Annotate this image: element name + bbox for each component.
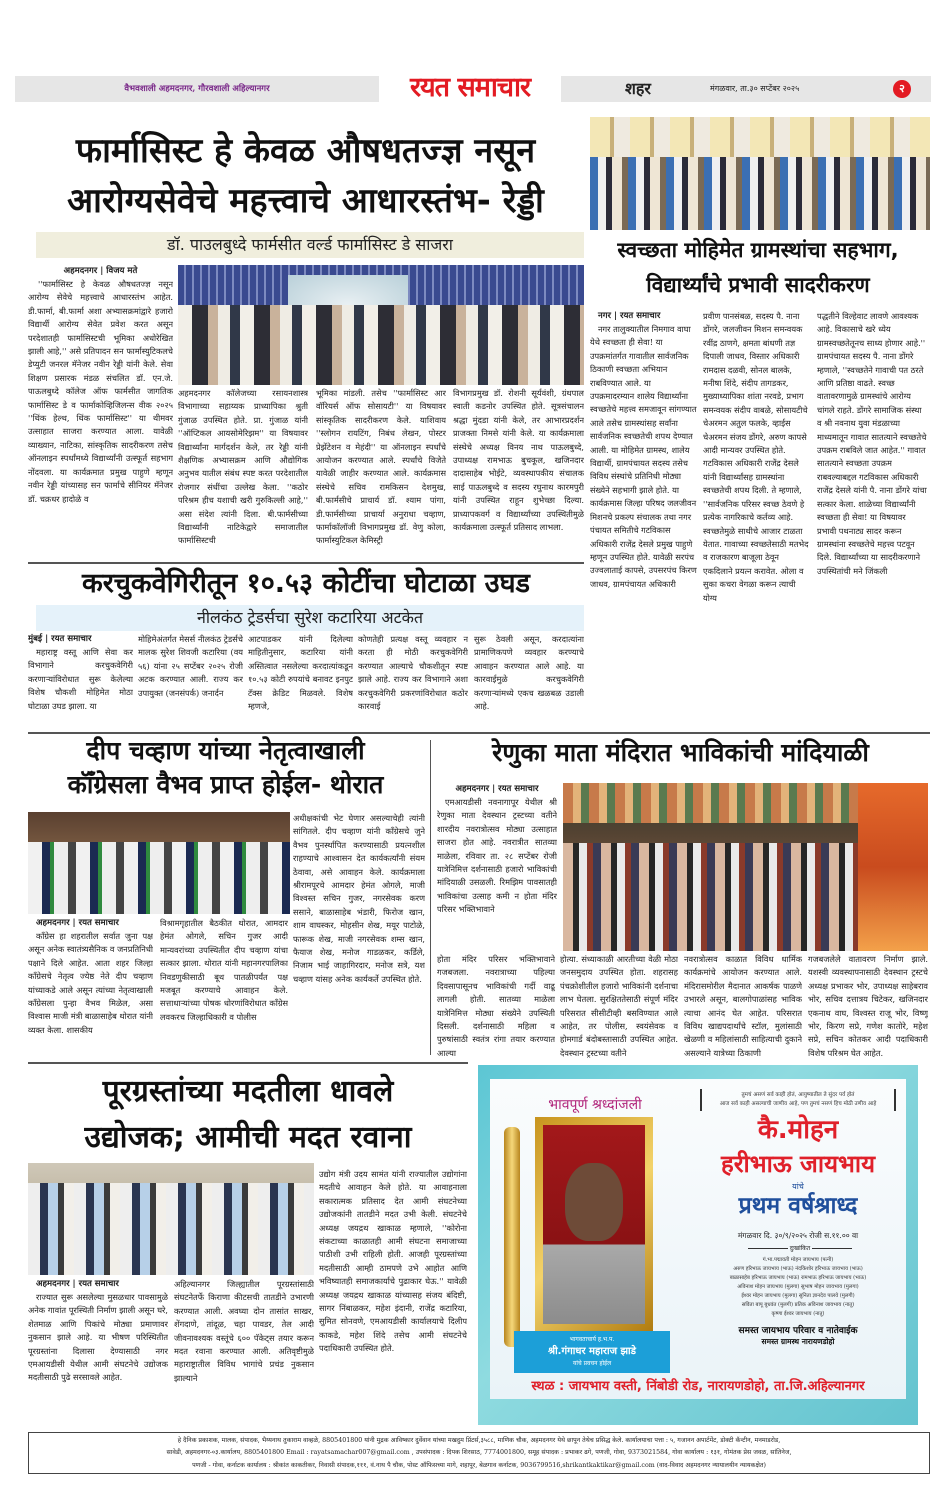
story2-col1: [590, 310, 697, 730]
mourner-entry: गं.भा.पद्मावती मोहन जायभाय (पत्नी): [762, 1257, 834, 1263]
imprint-footer: [28, 1432, 930, 1474]
story5-col-side: [437, 783, 557, 953]
story1-col1-text: ''फार्मासिस्ट हे केवळ औषधतज्ज्ञ नसून आरोग्य सेवेचे महत्त्वाचे आधारस्तंभ आहेत. डी.फार्मा, बी.फार्मा अशा अभ्यासक्रमांद्वारे हजारो विद्यार्थी आरोग्य सेवेत प्रवेश करत असून परदेशातही फार्मासिस्टची भूमिका अधोरेखित झाली आहे,'' असे प्रतिपादन सन फार्मास्युटिकलचे डेप्युटी जनरल मॅनेजर नवीन रेड्डी यांनी केले. सेवा शिक्षण प्रसारक मंडळ संचलित डॉ. एन.जे. पाऊलबुध्दे कॉलेज ऑफ फार्मसीत जागतिक फार्मासिस्ट डे व फार्माकोव्हिजिलन्स वीक २०२५ ''थिंक हेल्थ, थिंक फार्मासिस्ट'' या थीमवर उत्साहात साजरा करण्यात आला. यावेळी व्याख्यान, नाटिका, सांस्कृतिक सादरीकरण तसेच ऑनलाइन स्पर्धांमध्ये विद्यार्थ्यांनी उत्स्फूर्त सहभाग नोंदवला. या कार्यक्रमात प्रमुख पाहुणे म्हणून नवीन रेड्डी यांच्यासह सन फार्माचे सीनियर मॅनेजर डॉ. चक्रधर हादोळे व: [28, 279, 173, 504]
story5-col4: गजबजलेले वातावरण निर्माण झाले. यशस्वी व्यवस्थापनासाठी देवस्थान ट्रस्टचे अध्यक्ष प्रभाकर भोर, उपाध्यक्ष साहेबराव भोर, सचिव दत्तात्रय चिटेकर, खजिनदार एकनाथ वाघ, विश्वस्त राजू भोर, विष्णू भोर, किरण सप्रे, गणेश कातोरे, महेश सप्रे, सचिन कोतकर आदी पदाधिकारी विशेष परिश्रम घेत आहेत.: [808, 954, 928, 1058]
photo-crowd: [590, 157, 930, 230]
story2-headline-line1[interactable]: स्वच्छता मोहिमेत ग्रामस्थांचा सहभाग,: [617, 238, 899, 262]
story2-photo: [590, 117, 930, 230]
oil-lamp-icon: [504, 1127, 520, 1347]
story4-col2: विश्रामगृहातील बैठकीत थोरात, आमदार हेमंत ओगले, सचिन गुजर आदी मान्यवरांच्या उपस्थितीत दीप चव्हाण यांचा सत्कार झाला. थोरात यांनी महानगरपालिका निवडणुकीसाठी बूथ पातळीपर्यंत पक्ष मजबूत करण्याचे आवाहन केले. सत्ताधाऱ्यांच्या पोषक धोरणांविरोधात काँग्रेस लवकरच जिल्हाधिकारी व पोलीस: [160, 918, 288, 1022]
story6-headline-line1[interactable]: पूरग्रस्तांच्या मदतीला धावले: [102, 1074, 394, 1109]
tribute-quote: [700, 1089, 896, 1111]
story5-col1: होता मंदिर परिसर भक्तिभावाने गजबजला. नवरात्राच्या पहिल्या दिवसापासूनच भाविकांची गर्दी वाढू लागली होती. सातव्या माळेला यात्रेनिमित्त मोठ्या संख्येने उपस्थिती दिसली. दर्शनासाठी महिला व पुरुषांसाठी स्वतंत्र रांगा तयार करण्यात आल्या: [437, 954, 555, 1058]
story1-col4: विभागप्रमुख डॉ. रोशनी सूर्यवंशी, ग्रंथपाल स्वाती कडनोर उपस्थित होते. सूत्रसंचालन श्रद्धा मुंदडा यांनी केले, तर आभारप्रदर्शन प्राजक्ता निमसे यांनी केले. या कार्यक्रमाला संस्थेचे अध्यक्ष विनय नाथ पाऊलबुध्दे, उपाध्यक्ष रामभाऊ बुचकूल, खजिनदार दादासाहेब भोईटे, व्यवस्थापकीय संचालक साई पाऊलबुध्दे व सदस्य रघुनाथ कारमपुरी यांनी उपस्थित राहून शुभेच्छा दिल्या. प्राध्यापकवर्ग व विद्यार्थ्यांच्या उपस्थितीमुळे कार्यक्रमाला उत्स्फूर्त प्रतिसाद लाभला.: [453, 388, 584, 533]
story6-col-top: उद्योग मंत्री उदय सामंत यांनी राज्यातील उद्योगांना मदतीचे आवाहन केले होते. या आवाहनाला सकारात्मक प्रतिसाद देत आमी संघटनेच्या उद्योजकांनी तातडीने मदत उभी केली. संघटनेचे अध्यक्ष जयद्रथ खाकाळ म्हणाले, ''कोरोना संकटाच्या काळातही आमी संघटना समाजाच्या पाठीशी उभी राहिली होती. आजही पूरग्रस्तांच्या मदतीसाठी आम्ही ठामपणे उभे आहोत आणि भविष्यातही समाजकार्याचे पुढाकार घेऊ.'' यावेळी अध्यक्ष जयद्रथ खाकाळ यांच्यासह संजय बंदिष्टी, सागर निंबाळकर, महेश इंदानी, राजेंद्र कटारिया, सुमित सोनवणे, एमआयडीसी कार्यालयाचे दिलीप काकडे, महेश शिंदे तसेच आमी संघटनेचे पदाधिकारी उपस्थित होते.: [319, 1169, 467, 1354]
story6-dateline: अहमदनगर | रयत समाचार: [36, 1279, 119, 1289]
mourner-entry: अविनाश मोहन जायभाय (मुलगा) सुभाष मोहन जायभाय (मुलगा): [737, 1284, 859, 1290]
story6-col2: अहिल्यानगर जिल्ह्यातील पूरग्रस्तांसाठी संघटनेतर्फे किराणा कीटसची तातडीने उभारणी करण्यात आली. अवघ्या दोन तासांत साखर, शेंगदाणे, तांदूळ, चहा पावडर, तेल आदी जीवनावश्यक वस्तूंचे ६०० पॅकेट्स तयार करून मदत रवाना करण्यात आली. अतिवृष्टीमुळे महाराष्ट्रातील विविध भागांचे प्रचंड नुकसान झाल्याने: [174, 1279, 314, 1383]
rule-left: [748, 1248, 788, 1249]
story1-headline-line1[interactable]: फार्मासिस्ट हे केवळ औषधतज्ज्ञ नसून: [75, 131, 536, 171]
tribute-label: भावपूर्ण श्रध्दांजली: [548, 1097, 642, 1113]
divider: [28, 1062, 468, 1064]
story1-subhead: डॉ. पाउलबुध्दे फार्मसीत वर्ल्ड फार्मासिस्ट डे साजरा: [36, 232, 584, 258]
story1-col2: अहमदनगर कॉलेजच्या रसायनशास्त्र विभागाच्या सहाय्यक प्राध्यापिका श्रुती गुंजाळ उपस्थित होते. प्रा. गुंजाळ यांनी ''ऑप्टिकल आयसोमेरिझम'' या विषयावर विद्यार्थ्यांना मार्गदर्शन केले, तर रेड्डी यांनी शैक्षणिक अभ्यासक्रम आणि औद्योगिक अनुभव यातील संबंध स्पष्ट करत परदेशातील रोजगार संधींचा उल्लेख केला. ''कठोर परिश्रम हीच यशाची खरी गुरुकिल्ली आहे,'' असा संदेश त्यांनी दिला. बी.फार्मसीच्या विद्यार्थ्यांनी नाटिकेद्वारे समाजातील फार्मासिस्टची: [178, 388, 308, 546]
story3-col1: [28, 633, 133, 728]
quote-line1: तुमचं असणं सर्व काही होतं, आयुष्यातील ते सुंदर पर्व होतं: [741, 1092, 855, 1098]
mourner-entry: कृष्णा ईश्वर जायभाय (नातू): [771, 1311, 825, 1317]
story2-headline-line2[interactable]: विद्यार्थ्यांचे प्रभावी सादरीकरण: [646, 273, 870, 297]
story4-photo: [28, 812, 290, 914]
story3-col3: आटपाडकर यांनी दिलेल्या माहितीनुसार, कटारिया यांनी अस्तित्वात नसलेल्या करदात्यांकडून १०.५३ कोटी रुपयांचे बनावट इनपुट टॅक्स क्रेडिट मिळवले. विशेष म्हणजे,: [248, 634, 353, 712]
story3-col2: मोहिमेअंतर्गत मेसर्स नीलकंठ ट्रेडर्सचे मालक सुरेश शिवजी कटारिया (वय ५६) यांना २५ सप्टेंबर २०२५ रोजी अटक करण्यात आली. राज्य कर उपायुक्त (जनसंपर्क) जनार्दन: [138, 634, 243, 698]
story3-col5: सुरू ठेवली असून, करदात्यांना प्रामाणिकपणे व्यवहार करण्याचे आवाहन करण्यात आले आहे. या कारवाईमुळे करचुकवेगिरी करणाऱ्यांमध्ये एकच खळबळ उडाली आहे.: [474, 634, 584, 712]
ceremony-title: प्रथम वर्षश्राध्द: [738, 1193, 858, 1219]
story6-headline-line2[interactable]: उद्योजक; आमीची मदत रवाना: [84, 1120, 412, 1155]
photo-group: [28, 1183, 314, 1275]
story1-headline-line2[interactable]: आरोग्यसेवेचे महत्त्वाचे आधारस्तंभ- रेड्डी: [67, 181, 544, 221]
masthead-section: शहर: [625, 79, 651, 98]
mourners-label: [715, 1244, 885, 1252]
rule-right: [812, 1248, 852, 1249]
photo-group: [28, 842, 290, 914]
masthead-date: मंगळवार, ता.३० सप्टेंबर २०२५: [710, 84, 800, 93]
advert-inner: [490, 1079, 906, 1399]
pravachan-title: भागवताचार्य ह.भ.प.: [569, 1336, 615, 1343]
mourner-entry: सविता बापू बुधवंत (मुलगी) प्रतिक अविनाश जायभाय (नातू): [741, 1302, 855, 1308]
story4-col1: [28, 917, 153, 1057]
imprint-line2: सावेडी, अहमदनगर-०३.कार्यालय, 8805401800 Email : rayatsamachar007@gmail.com , उपसंपादक : दिपक शिरसाठ, 7774001800, समूह संपादक : प्रभाकर ढगे, पणजी, गोवा, 9373021584, गोवा कार्यालय : १३१, गोमंतक प्रेस जवळ, सांतिनेज,: [166, 1449, 792, 1457]
quote-line2: आज सर्व काही असल्याची जाणीव आहे, पण तुमचं नसणं हिच मोठी उणीव आहे: [719, 1101, 877, 1107]
story5-dateline: अहमदनगर | रयत समाचार: [455, 784, 539, 794]
page-number-badge: [893, 80, 911, 98]
mourner-entry: ईश्वर मोहन जायभाय (मुलगा) सुनिता ज्ञानदेव पालवे (मुलगी): [741, 1293, 855, 1299]
yanche-label: यांचे: [792, 1182, 804, 1191]
story5-col2: होत्या. संध्याकाळी आरतीच्या वेळी मोठा जनसमुदाय उपस्थित होता. शहरासह पंचक्रोशीतील हजारो भाविकांनी दर्शनाचा लाभ घेतला. सुरक्षिततेसाठी संपूर्ण मंदिर परिसरात सीसीटीव्ही बसविण्यात आले आहेत, तर पोलीस, स्वयंसेवक व होमगार्ड बंदोबस्तासाठी उपस्थित आहेत. देवस्थान ट्रस्टच्या वतीने: [560, 954, 678, 1058]
story2-dateline: नगर | रयत समाचार: [598, 311, 661, 321]
mourner-entry: बाळासाहेब हरिभाऊ जायभाय (भाऊ) रामभाऊ हरिभाऊ जायभाय (भाऊ): [729, 1275, 867, 1281]
story6-photo: [28, 1163, 314, 1275]
story2-col2: प्रवीण पानसंबळ, सदस्य पै. नाना डोंगरे, जलजीवन मिशन समन्वयक रवींद्र ठाणगे, क्षमता बांधणी तज्ञ दिपाली जाधव, विस्तार अधिकारी रामदास दळवी, सोनल बालके, मनीषा शिंदे, संदीप तागडकर, मुख्याध्यापिका शांता नरवडे, प्रभाग समन्वयक संदीप वाबळे, सोसायटीचे चेअरमन अतुल फलके, व्हाईस चेअरमन संजय डोंगरे, अरुण कापसे आदी मान्यवर उपस्थित होते. गटविकास अधिकारी राजेंद्र देसले यांनी विद्यार्थ्यांसह ग्रामस्थांना स्वच्छतेची शपथ दिली. ते म्हणाले, ''सार्वजनिक परिसर स्वच्छ ठेवणे हे प्रत्येक नागरिकाचे कर्तव्य आहे. स्वच्छतेमुळे साथीचे आजार टाळता येतात. गावाच्या स्वच्छतेसाठी मतभेद व राजकारण बाजूला ठेवून एकदिलाने प्रयत्न करावेत. ओला व सुका कचरा वेगळा करून त्याची योग्य: [703, 311, 809, 603]
story5-col3: नवरात्रोत्सव काळात विविध धार्मिक कार्यक्रमांचे आयोजन करण्यात आले. मंदिरासमोरील मैदानात आकर्षक पाळणे उभारले असून, बालगोपाळांसह भाविक त्याचा आनंद घेत आहेत. परिसरात विविध खाद्यपदार्थांचे स्टॉल, मुलांसाठी खेळणी व महिलांसाठी साहित्याची दुकाने असल्याने यात्रेच्या ठिकाणी: [684, 954, 802, 1058]
divider: [28, 562, 584, 564]
ceremony-datetime: मंगळवार दि. ३०/९/२०२५ रोजी स.११.०० वा: [737, 1231, 859, 1240]
story3-headline[interactable]: करचुकवेगिरीतून १०.५३ कोटींचा घोटाळा उघड: [81, 568, 531, 599]
story6-col1: [28, 1278, 168, 1430]
story4-col1-text: काँग्रेस हा शहरातील सर्वात जुना पक्ष असून अनेक स्वातंत्र्यसैनिक व जनप्रतिनिधी पक्षाने दिले आहेत. आता शहर जिल्हा काँग्रेसचे नेतृत्व ज्येष्ठ नेते दीप चव्हाण यांच्याकडे आले असून त्यांच्या नेतृत्वाखाली काँग्रेसला पुन्हा वैभव मिळेल, असा विश्वास माजी मंत्री बाळासाहेब थोरात यांनी व्यक्त केला. शासकीय: [28, 931, 153, 1035]
portrait-photo: [543, 1125, 645, 1324]
column-divider: [430, 740, 431, 1055]
venue-line: स्थळ : जायभाय वस्ती, निंबोडी रोड, नारायणडोहो, ता.जि.अहिल्यानगर: [531, 1379, 865, 1394]
mourners-label-text: दुःखांकित: [789, 1245, 811, 1252]
story4-headline-line2[interactable]: कॉँग्रेसला वैभव प्राप्त होईल- थोरात: [67, 770, 384, 799]
masthead-tagline: वैभवशाली अहमदनगर, गौरवशाली अहिल्यानगर: [124, 84, 270, 94]
page-number: २: [899, 82, 905, 95]
story4-col-top: अधीक्षकांची भेट घेणार असल्याचेही त्यांनी सांगितले. दीप चव्हाण यांनी काँग्रेसचे जुने वैभव पुनर्स्थापित करण्यासाठी प्रयत्नशील राहण्याचे आश्वासन देत कार्यकर्त्यांनी संयम ठेवावा, असे आवाहन केले. कार्यक्रमाला श्रीरामपूरचे आमदार हेमंत ओगले, माजी विश्वस्त सचिन गुजर, नगरसेवक करण ससाने, बाळासाहेब भंडारी, फिरोज खान, शाम वाघस्कर, मोहसीन शेख, मयूर पाटोळे, फारूक शेख, माजी नगरसेवक शम्स खान, फैयाज शेख, मनोज गाडळकर, कर्डिले, निजाम भाई जाहागिरदार, मनोज सत्रे, यश चव्हाण यांसह अनेक कार्यकर्ते उपस्थित होते.: [293, 813, 425, 984]
village-line: समस्त ग्रामस्थ नारायणडोहो: [761, 1337, 835, 1346]
imprint-line1: हे दैनिक प्रकाशक, मालक, संपादक, भैय्यनाथ तुकाराम वाव्हळे, 8805401800 यांनी मुद्रक आविष्कार दुर्वेवान यांच्या मखदुम प्रिंटर्स,३५८८, माणिक चौक, अहमदनगर येथे छापून तेथेच प्रसिद्ध केले. कार्यालयाचा पत्ता : ५, गजानन अपार्टमेंट, डोक्टी कॅन्टीन, मनमाडरोड,: [177, 1437, 781, 1444]
story3-col4: कोणतेही प्रत्यक्ष वस्तू व्यवहार न करता ही मोठी करचुकवेगिरी करण्यात आल्याचे चौकशीतून स्पष्ट झाले आहे. राज्य कर विभागाने अशा करचुकवेगिरी प्रकरणांविरोधात कठोर कारवाई: [358, 634, 468, 712]
story1-col1: [28, 265, 173, 560]
pravachan-name: श्री.गंगाधर महाराज झाडे: [547, 1346, 636, 1357]
story5-col-side-text: एमआयडीसी नवनागापूर येथील श्री रेणुका माता देवस्थान ट्रस्टच्या वतीने शारदीय नवरात्रोत्सव मोठ्या उत्साहात साजरा होत आहे. नवरात्रीत सातव्या माळेला, रविवार ता. २८ सप्टेंबर रोजी यात्रेनिमित्त दर्शनासाठी हजारो भाविकांची मांदियाळी उसळली. रिमझिम पावसातही भाविकांचा उत्साह कमी न होता मंदिर परिसर भक्तिभावाने: [437, 797, 557, 915]
masthead-title[interactable]: रयत समाचार: [409, 72, 531, 103]
story3-dateline: मुंबई | रयत समाचार: [28, 634, 92, 644]
story2-col3: पद्धतीने विल्हेवाट लावणे आवश्यक आहे. विकासाचे खरे ध्येय ग्रामस्वच्छतेतूनच साध्य होणार आहे.'' ग्रामपंचायत सदस्य पै. नाना डोंगरे म्हणाले, ''स्वच्छतेने गावाची पत ठरते आणि प्रतिष्ठा वाढते. स्वच्छ वातावरणामुळे ग्रामस्थांचे आरोग्य चांगले राहते. डोंगरे सामाजिक संस्था व श्री नवनाथ युवा मंडळाच्या माध्यमातून गावात सातत्याने स्वच्छतेचे उपक्रम राबविले जात आहेत.'' गावात सातत्याने स्वच्छता उपक्रम राबवल्याबद्दल गटविकास अधिकारी राजेंद्र देसले यांनी पै. नाना डोंगरे यांचा सत्कार केला. शाळेच्या विद्यार्थ्यांनी स्वच्छता ही सेवा! या विषयावर प्रभावी पथनाट्य सादर करून ग्रामस्थांना स्वच्छतेचे महत्त्व पटवून दिले. विद्यार्थ्यांच्या या सादरीकरणाने उपस्थितांची मने जिंकली: [817, 311, 927, 576]
pravachan-note: यांचे प्रवचन होईल: [572, 1360, 612, 1367]
story3-col1-text: महाराष्ट्र वस्तू आणि सेवा कर विभागाने करचुकवेगिरी करणाऱ्यांविरोधात सुरू केलेल्या विशेष चौकशी मोहिमेत मोठा घोटाळा उघड झाला. या: [28, 647, 133, 711]
story1-col3: भूमिका मांडली. तसेच ''फार्मासिस्ट आर वॉरियर्स ऑफ सोसायटी'' या विषयावर सांस्कृतिक सादरीकरण केले. याशिवाय ''स्लोगन रायटिंग, निबंध लेखन, पोस्टर प्रेझेंटेशन व मेहंदी'' या ऑनलाइन स्पर्धांचे आयोजन करण्यात आले. स्पर्धांचे विजेते यावेळी जाहीर करण्यात आले. कार्यक्रमास संस्थेचे सचिव रामकिसन देशमुख, बी.फार्मसीचे प्राचार्य डॉ. श्याम पांगा, डी.फार्मसीच्या प्राचार्या अनुराधा चव्हाण, फार्माकॉलॉजी विभागप्रमुख डॉ. वेणु कोला, फार्मास्युटिकल केमिस्ट्री: [316, 388, 446, 546]
story5-photo: [563, 783, 928, 951]
portrait-frame: [535, 1117, 653, 1332]
story3-subhead: नीलकंठ ट्रेडर्सचा सुरेश कटारिया अटकेत: [36, 605, 584, 631]
deceased-name-line1: कै.मोहन: [757, 1115, 839, 1145]
portrait-face: [565, 1163, 623, 1241]
story1-photo: [178, 265, 584, 385]
obituary-advert[interactable]: [478, 1065, 918, 1425]
story1-dateline: अहमदनगर | विजय मते: [63, 266, 138, 276]
story4-headline-line1[interactable]: दीप चव्हाण यांच्या नेतृत्वाखाली: [86, 736, 365, 765]
photo-people: [178, 305, 584, 385]
family-line: समस्त जायभाय परिवार व नातेवाईक: [738, 1326, 858, 1336]
deceased-name-line2: हरीभाऊ जायभाय: [720, 1150, 875, 1178]
imprint-line3: पणजी - गोवा, कर्नाटक कार्यालय : श्रीकांत काकतीकर, निवासी संपादक,१११, वं.नाथ पै चौक, पोस्ट ऑफिसच्या मागे, शहापूर, बेळगाव कर्नाटक, 9036799516,shrikantkaktikar@gmail.com (वाद-विवाद अहमदनगर न्यायालयीन न्यायकक्षेत): [192, 1461, 766, 1469]
mourner-entry: अरुण हरिभाऊ जायभाय (भाऊ) नंदकिशोर हरिभाऊ जायभाय (भाऊ): [733, 1266, 863, 1272]
story4-dateline: अहमदनगर | रयत समाचार: [36, 918, 119, 928]
pravachan-box: [514, 1331, 670, 1373]
story6-col1-text: राज्यात सुरू असलेल्या मुसळधार पावसामुळे अनेक गावांत पूरस्थिती निर्माण झाली असून घरे, शेतमाळ आणि पिकांचे मोठ्या प्रमाणावर नुकसान झाले आहे. या भीषण परिस्थितीत पूरग्रस्तांना दिलासा देण्यासाठी नगर एमआयडीसी येथील आमी संघटनेचे उद्योजक मदतीसाठी पुढे सरसावले आहेत.: [28, 1292, 168, 1383]
story5-headline[interactable]: रेणुका माता मंदिरात भाविकांची मांदियाळी: [492, 738, 869, 767]
mourners-list: [690, 1256, 906, 1319]
photo-deity: [858, 783, 928, 951]
story2-col1-text: नगर तालुक्यातील निमगाव वाघा येथे स्वच्छता ही सेवा! या उपक्रमांतर्गत गावातील सार्वजनिक ठिकाणी स्वच्छता अभियान राबविण्यात आले. या उपक्रमादरम्यान शालेय विद्यार्थ्यांना स्वच्छतेचे महत्त्व समजावून सांगण्यात आले तसेच ग्रामस्थांसह सर्वांना सार्वजनिक स्वच्छतेची शपथ देण्यात आली. या मोहिमेत ग्रामस्थ, शालेय विद्यार्थी, ग्रामपंचायत सदस्य तसेच विविध संस्थांचे प्रतिनिधी मोठ्या संख्येने सहभागी झाले होते. या कार्यक्रमास जिल्हा परिषद जलजीवन मिशनचे प्रकल्प संचालक तथा नगर पंचायत समितीचे गटविकास अधिकारी राजेंद्र देसले प्रमुख पाहुणे म्हणून उपस्थित होते. यावेळी सरपंच उज्वलाताई कापसे, उपसरपंच किरण जाधव, ग्रामपंचायत अधिकारी: [590, 324, 697, 589]
